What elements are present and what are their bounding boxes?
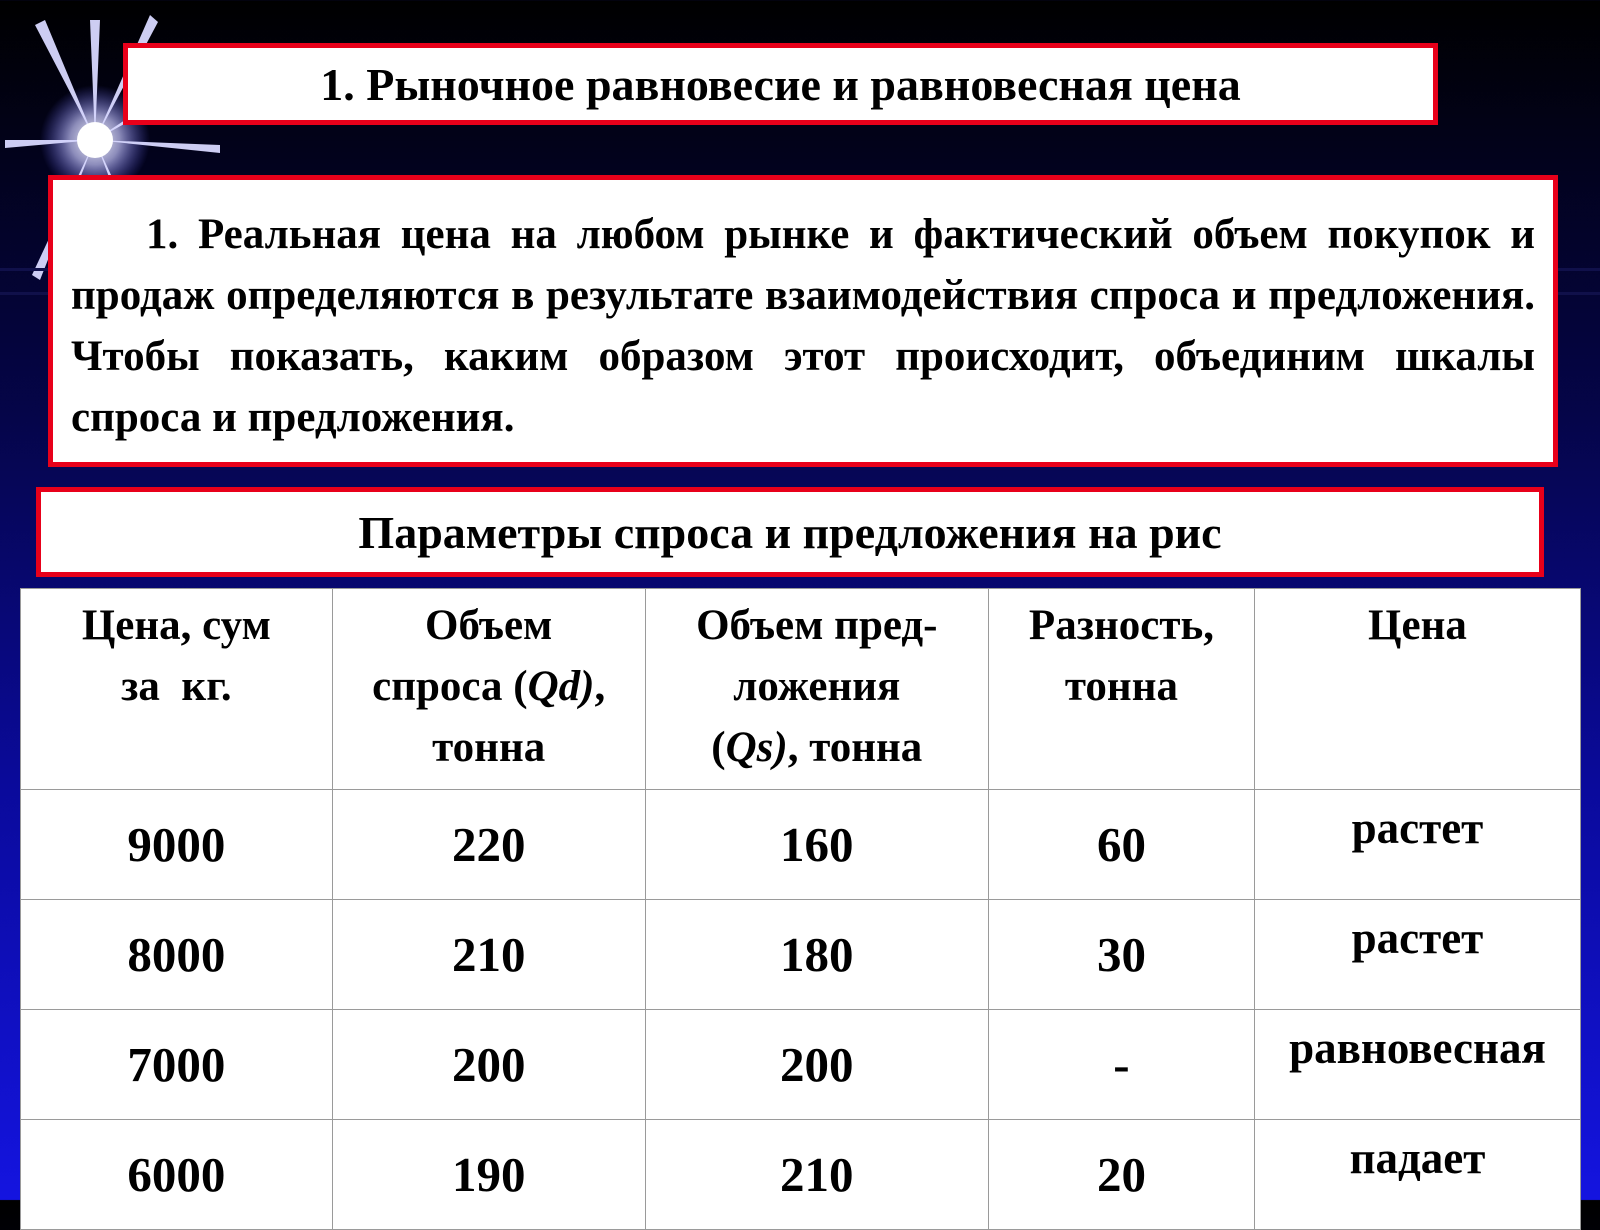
cell-difference: 20 (988, 1120, 1254, 1230)
table-caption-text: Параметры спроса и предложения на рис (358, 506, 1222, 558)
supply-demand-table (20, 588, 1581, 1230)
cell-demand: 190 (332, 1120, 645, 1230)
table-row (21, 1120, 1581, 1230)
slide-title (123, 43, 1438, 125)
cell-difference: - (988, 1010, 1254, 1120)
table-row (21, 900, 1581, 1010)
header-supply-volume: Объем пред- ложения (Qs), тонна (645, 589, 988, 790)
header-difference: Разность, тонна (988, 589, 1254, 790)
cell-price: 8000 (21, 900, 333, 1010)
cell-price-trend: растет (1254, 900, 1580, 1010)
cell-difference: 30 (988, 900, 1254, 1010)
cell-price-trend: падает (1254, 1120, 1580, 1230)
slide-title-text: 1. Рыночное равновесие и равновесная цена (320, 58, 1241, 110)
cell-price: 7000 (21, 1010, 333, 1120)
intro-paragraph-text: 1. Реальная цена на любом рынке и фактический объем покупок и продаж определяются в результате взаимодействия спроса и предложения. Чтобы показать, каким образом этот происходит, объединим шкалы спроса и предложения. (71, 211, 1535, 441)
header-price: Цена, сум за кг. (21, 589, 333, 790)
table-header-row (21, 589, 1581, 790)
cell-demand: 210 (332, 900, 645, 1010)
cell-price-trend: равновесная (1254, 1010, 1580, 1120)
cell-demand: 200 (332, 1010, 645, 1120)
cell-demand: 220 (332, 790, 645, 900)
header-price-trend: Цена (1254, 589, 1580, 790)
cell-difference: 60 (988, 790, 1254, 900)
cell-price-trend: растет (1254, 790, 1580, 900)
intro-paragraph (48, 175, 1558, 467)
cell-supply: 180 (645, 900, 988, 1010)
table-row (21, 1010, 1581, 1120)
header-demand-volume: Объем спроса (Qd), тонна (332, 589, 645, 790)
cell-supply: 200 (645, 1010, 988, 1120)
cell-supply: 210 (645, 1120, 988, 1230)
table-caption (36, 487, 1544, 577)
table-row (21, 790, 1581, 900)
cell-supply: 160 (645, 790, 988, 900)
cell-price: 6000 (21, 1120, 333, 1230)
cell-price: 9000 (21, 790, 333, 900)
